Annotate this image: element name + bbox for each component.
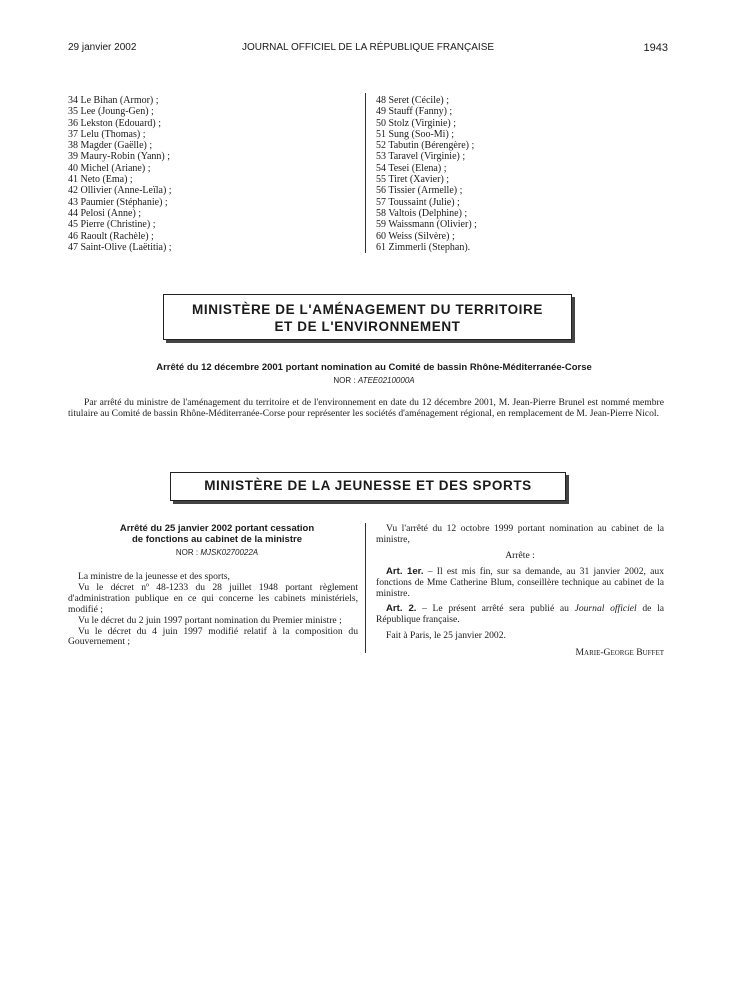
- arrete-right-column: [376, 524, 664, 658]
- name-list-item: 54 Tesei (Elena) ;: [376, 162, 447, 174]
- paragraph: Vu le décret du 2 juin 1997 portant nomination du Premier ministre ;: [78, 614, 342, 626]
- name-list-item: 43 Paumier (Stéphanie) ;: [68, 196, 168, 208]
- ministry-heading-line: MINISTÈRE DE L'AMÉNAGEMENT DU TERRITOIRE: [192, 302, 543, 317]
- name-list-item: 51 Sung (Soo-Mi) ;: [376, 128, 455, 140]
- name-list-item: 47 Saint-Olive (Laëtitia) ;: [68, 241, 172, 253]
- name-list-item: 36 Lekston (Edouard) ;: [68, 117, 162, 129]
- nor-label: NOR :: [175, 548, 201, 557]
- nor-reference: [82, 548, 352, 557]
- arrete-title-line: de fonctions au cabinet de la ministre: [132, 534, 302, 545]
- ministry-heading-jeunesse: [170, 472, 566, 501]
- name-list-left: [68, 95, 348, 253]
- name-list-item: 52 Tabutin (Bérengère) ;: [376, 140, 475, 152]
- name-list-item: 49 Stauff (Fanny) ;: [376, 106, 453, 118]
- nor-value: ATEE0210000A: [357, 376, 415, 385]
- name-list-item: 39 Maury-Robin (Yann) ;: [68, 151, 171, 163]
- paragraph: Vu l'arrêté du 12 octobre 1999 portant nomination au cabinet de la ministre,: [376, 523, 664, 545]
- name-list-right: [376, 95, 676, 253]
- name-list-item: 55 Tiret (Xavier) ;: [376, 174, 450, 186]
- article-label: Art. 1er.: [386, 565, 424, 577]
- name-list-item: 34 Le Bihan (Armor) ;: [68, 95, 159, 106]
- name-list-item: 45 Pierre (Christine) ;: [68, 219, 156, 231]
- paragraph: Vu le décret du 4 juin 1997 modifié relatif à la composition du Gouvernement ;: [68, 625, 358, 648]
- column-divider: [365, 93, 366, 253]
- name-list-item: 44 Pelosi (Anne) ;: [68, 207, 142, 219]
- name-list-item: 46 Raoult (Rachèle) ;: [68, 230, 154, 242]
- arrete-body: Par arrêté du ministre de l'aménagement du territoire et de l'environnement en date du 12 décembre 2001, M. Jean-Pierre Brunel est nommé membre titulaire au Comité de bassin Rhône-Méditerranée-Corse pour représenter les sociétés d'aménagement régional, en remplacement de M. Jean-Pierre Nicol.: [68, 397, 664, 419]
- paragraph: La ministre de la jeunesse et des sports,: [78, 571, 230, 582]
- article-text: – Il est mis fin, sur sa demande, au 31 janvier 2002, aux fonctions de Mme Catherine Blum, conseillère technique au cabinet de la ministre.: [376, 565, 664, 599]
- name-list-item: 41 Neto (Ema) ;: [68, 174, 133, 186]
- arrete-title: [82, 523, 352, 545]
- article-text: – Le présent arrêté sera publié au: [416, 603, 575, 615]
- header-date: 29 janvier 2002: [68, 42, 137, 53]
- nor-reference: [68, 376, 680, 385]
- article-2: [376, 604, 664, 626]
- name-list-item: 50 Stolz (Virginie) ;: [376, 117, 457, 129]
- ministry-heading-line: ET DE L'ENVIRONNEMENT: [274, 319, 461, 334]
- nor-label: NOR :: [333, 376, 358, 385]
- header-title: JOURNAL OFFICIEL DE LA RÉPUBLIQUE FRANÇAISE: [241, 42, 495, 53]
- name-list-item: 56 Tissier (Armelle) ;: [376, 185, 463, 197]
- arrete-title: Arrêté du 12 décembre 2001 portant nomination au Comité de bassin Rhône-Méditerranée-Corse: [156, 362, 592, 373]
- page-header: [68, 42, 668, 56]
- name-list-item: 35 Lee (Joung-Gen) ;: [68, 106, 154, 118]
- journal-name: Journal officiel: [574, 603, 637, 615]
- name-list-item: 60 Weiss (Silvère) ;: [376, 230, 455, 242]
- page-number: 1943: [643, 42, 668, 54]
- article-label: Art. 2.: [386, 603, 417, 615]
- name-list-item: 42 Ollivier (Anne-Leïla) ;: [68, 185, 172, 197]
- arrete-title-line: Arrêté du 25 janvier 2002 portant cessation: [119, 523, 315, 534]
- name-list-item: 61 Zimmerli (Stephan).: [376, 241, 471, 253]
- name-list-item: 58 Valtois (Delphine) ;: [376, 207, 468, 219]
- ministry-heading-line: MINISTÈRE DE LA JEUNESSE ET DES SPORTS: [204, 478, 532, 493]
- article-text: de la République française.: [376, 603, 664, 626]
- article-1: [376, 567, 664, 600]
- name-list-item: 38 Magder (Gaëlle) ;: [68, 140, 153, 152]
- nor-value: MJSK0270022A: [200, 548, 259, 557]
- arrete-label: Arrête :: [505, 549, 535, 561]
- column-divider: [365, 523, 366, 653]
- name-list-item: 40 Michel (Ariane) ;: [68, 162, 151, 174]
- paragraph: Vu le décret nº 48-1233 du 28 juillet 1948 portant règlement d'administration publique en ce qui concerne les cabinets ministériels, modifié ;: [68, 581, 358, 615]
- arrete-left-column: [68, 572, 358, 648]
- signature: Marie-George Buffet: [575, 647, 664, 659]
- name-list-item: 48 Seret (Cécile) ;: [376, 95, 450, 106]
- name-list-item: 59 Waissmann (Olivier) ;: [376, 219, 477, 231]
- name-list-item: 37 Lelu (Thomas) ;: [68, 128, 146, 140]
- name-list-item: 57 Toussaint (Julie) ;: [376, 196, 460, 208]
- ministry-heading-amenagement: [163, 294, 572, 340]
- name-list-item: 53 Taravel (Virginie) ;: [376, 151, 466, 163]
- fait-a: Fait à Paris, le 25 janvier 2002.: [386, 630, 506, 642]
